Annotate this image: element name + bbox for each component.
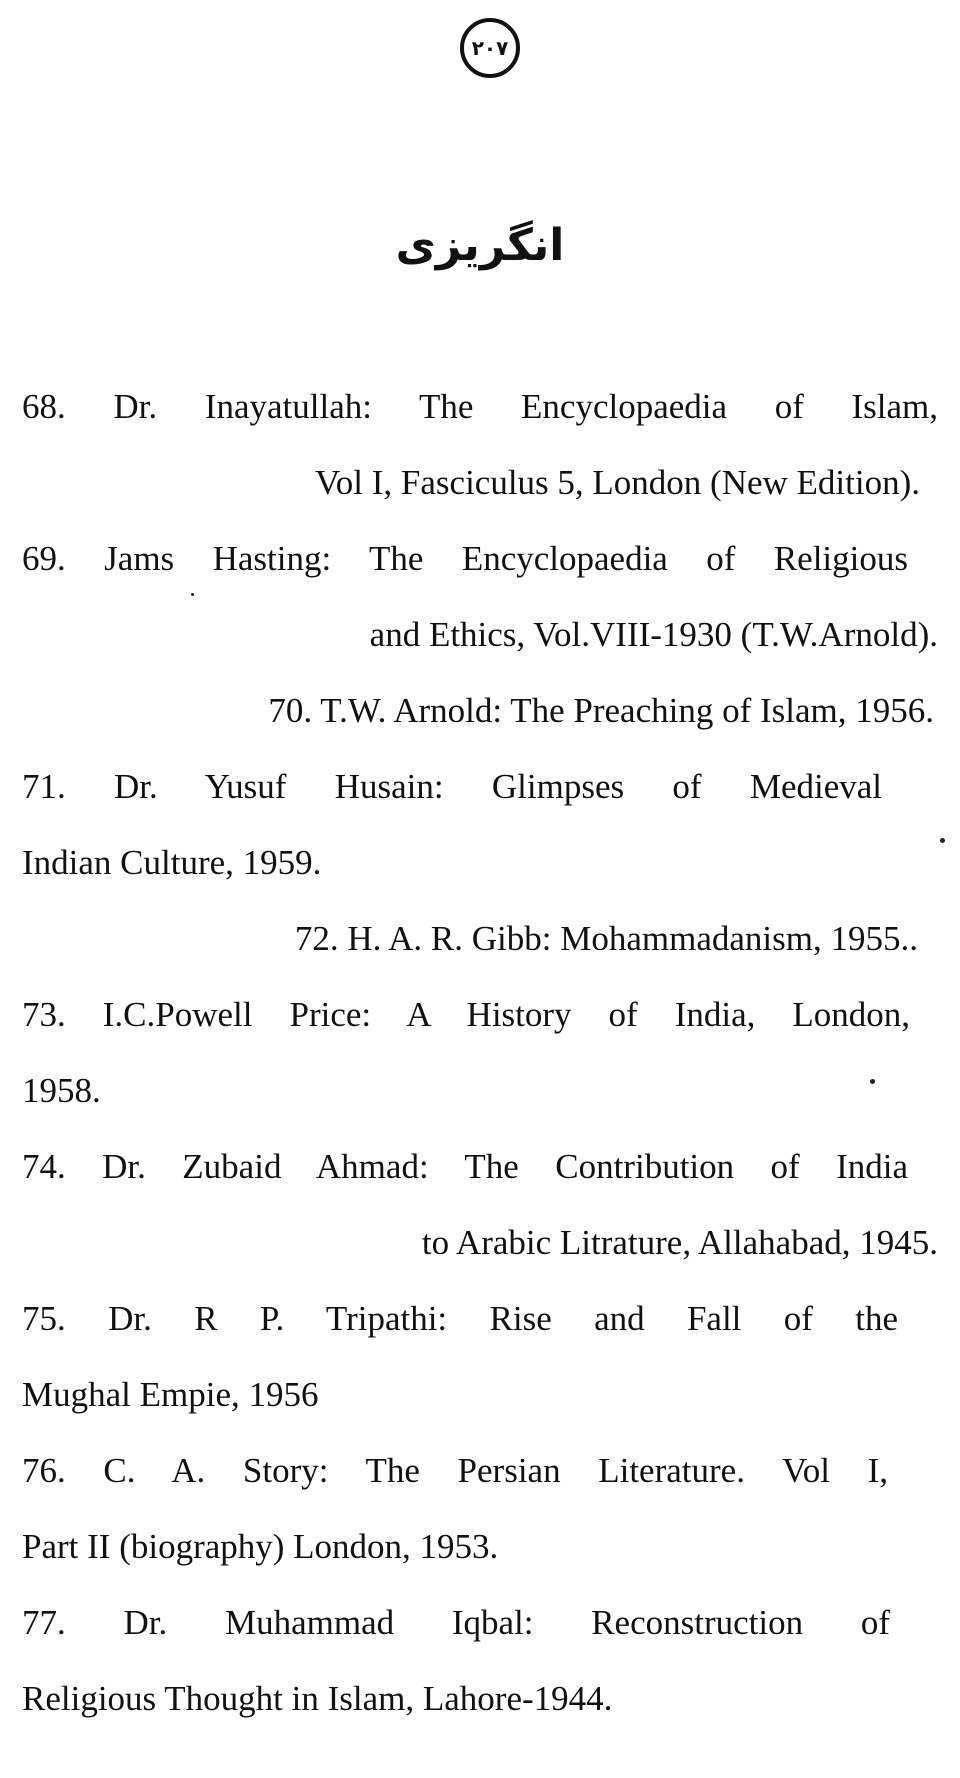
entry-text: C. A. Story: The Persian Literature. Vol I, (103, 1451, 888, 1490)
entry-text: Dr. Muhammad Iqbal: Reconstruction of (123, 1603, 890, 1642)
entry-75-line-2: Mughal Empie, 1956 (22, 1375, 319, 1414)
bibliography-list (22, 369, 938, 1737)
entry-70-line-1 (22, 673, 938, 749)
page-number-badge (460, 18, 520, 78)
entry-number: 70. (268, 691, 313, 730)
entry-number: 69. (22, 539, 66, 578)
entry-74-line-1 (22, 1129, 938, 1205)
scan-speck (870, 1079, 875, 1084)
entry-69-line-2: and Ethics, Vol.VIII-1930 (T.W.Arnold). (369, 615, 938, 654)
entry-73-line-2: 1958. (22, 1071, 101, 1110)
page-number-text: ۲۰۷ (471, 36, 509, 60)
entry-text: Dr. R P. Tripathi: Rise and Fall of the (108, 1299, 898, 1338)
entry-76-line-2: Part II (biography) London, 1953. (22, 1527, 499, 1566)
entry-73-line-1 (22, 977, 938, 1053)
scan-speck (191, 593, 194, 596)
entry-text: Dr. Zubaid Ahmad: The Contribution of India (102, 1147, 909, 1186)
entry-text: I.C.Powell Price: A History of India, London, (102, 995, 911, 1034)
entry-text: T.W. Arnold: The Preaching of Islam, 1956. (320, 691, 934, 730)
entry-number: 72. (294, 919, 339, 958)
entry-75-line-1 (22, 1281, 938, 1357)
entry-72-line-1 (22, 901, 938, 977)
entry-71-line-1 (22, 749, 938, 825)
entry-68-line-2: Vol I, Fasciculus 5, London (New Edition). (315, 463, 920, 502)
scan-speck (940, 838, 945, 843)
entry-number: 74. (22, 1147, 66, 1186)
entry-text: Dr. Inayatullah: The Encyclopaedia of Islam, (113, 387, 939, 426)
entry-number: 68. (22, 387, 66, 426)
entry-number: 75. (22, 1299, 66, 1338)
entry-77-line-2: Religious Thought in Islam, Lahore-1944. (22, 1679, 613, 1718)
entry-77-line-1 (22, 1585, 938, 1661)
entry-71-line-2: Indian Culture, 1959. (22, 843, 322, 882)
entry-69-line-1 (22, 521, 938, 597)
entry-74-line-2: to Arabic Litrature, Allahabad, 1945. (421, 1223, 938, 1262)
entry-number: 73. (22, 995, 66, 1034)
entry-text: H. A. R. Gibb: Mohammadanism, 1955.. (347, 919, 918, 958)
entry-76-line-1 (22, 1433, 938, 1509)
entry-number: 77. (22, 1603, 66, 1642)
entry-number: 71. (22, 767, 66, 806)
section-heading: انگریزی (395, 220, 565, 271)
entry-68-line-1 (22, 369, 938, 445)
entry-text: Jams Hasting: The Encyclopaedia of Religious (104, 539, 908, 578)
entry-number: 76. (22, 1451, 66, 1490)
entry-text: Dr. Yusuf Husain: Glimpses of Medieval (114, 767, 882, 806)
